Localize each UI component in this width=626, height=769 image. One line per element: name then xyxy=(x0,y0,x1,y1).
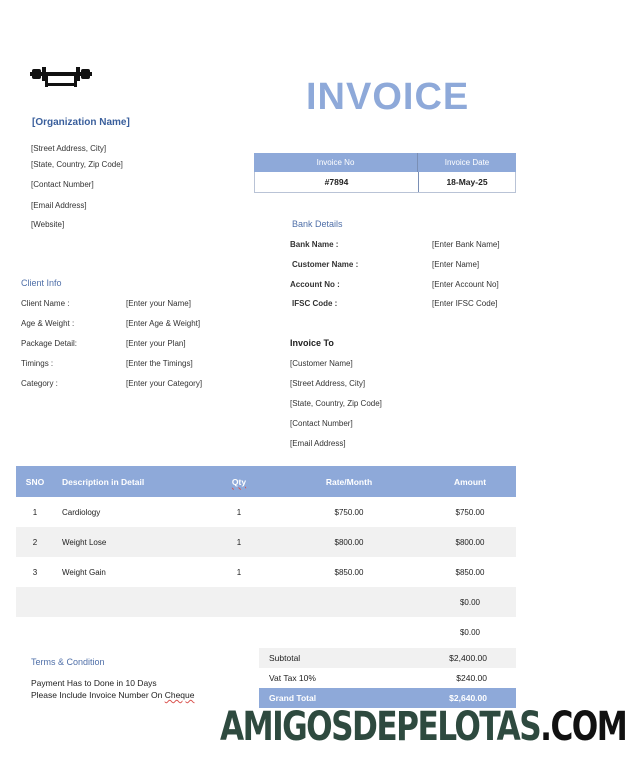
items-table xyxy=(16,466,516,647)
watermark-text: AMIGOSDEPELOTAS xyxy=(220,704,541,750)
totals-box xyxy=(259,648,516,708)
table-row xyxy=(16,557,516,587)
cell-sno: 2 xyxy=(32,537,38,547)
subtotal-label: Subtotal xyxy=(269,653,301,663)
cell-amount: $0.00 xyxy=(459,627,481,637)
client-info-title: Client Info xyxy=(21,278,62,288)
cell-description: Cardiology xyxy=(62,507,101,517)
bank-value: [Enter Bank Name] xyxy=(432,240,500,249)
invoice-meta-box xyxy=(254,153,516,193)
bank-label: Customer Name : xyxy=(292,260,359,269)
client-label: Package Detail: xyxy=(21,339,78,348)
terms-line-2-word: Cheque xyxy=(164,690,195,700)
cell-qty: 1 xyxy=(236,567,242,577)
cell-description: Weight Gain xyxy=(62,567,106,577)
cell-rate: $800.00 xyxy=(334,537,364,547)
client-value: [Enter your Name] xyxy=(126,299,191,308)
bank-label: Bank Name : xyxy=(290,240,339,249)
cell-rate: $850.00 xyxy=(334,567,364,577)
bank-value: [Enter Name] xyxy=(432,260,480,269)
qty-header-text: Qty xyxy=(231,476,247,487)
address-line: [Contact Number] xyxy=(31,180,94,189)
invoice-to-line: [Street Address, City] xyxy=(290,379,366,388)
cell-sno: 3 xyxy=(32,567,38,577)
address-line: [State, Country, Zip Code] xyxy=(31,160,123,169)
address-line: [Street Address, City] xyxy=(31,144,107,153)
cell-sno: 1 xyxy=(32,507,38,517)
cell-qty: 1 xyxy=(236,537,242,547)
col-header-amount: Amount xyxy=(453,476,487,487)
invoice-date-label: Invoice Date xyxy=(444,158,490,167)
grand-total-label: Grand Total xyxy=(269,693,317,703)
invoice-no-value: #7894 xyxy=(255,172,419,192)
terms-line-2 xyxy=(31,690,195,700)
cell-rate: $750.00 xyxy=(334,507,364,517)
bank-label: IFSC Code : xyxy=(292,299,338,308)
organization-name: [Organization Name] xyxy=(32,117,130,128)
client-value: [Enter Age & Weight] xyxy=(126,319,201,328)
page-title: INVOICE xyxy=(306,76,470,118)
bank-value: [Enter IFSC Code] xyxy=(432,299,498,308)
cell-amount: $850.00 xyxy=(455,567,485,577)
cell-amount: $800.00 xyxy=(455,537,485,547)
bank-value: [Enter Account No] xyxy=(432,280,499,289)
terms-line-2-text: Please Include Invoice Number On xyxy=(31,690,165,700)
address-line: [Website] xyxy=(31,220,65,229)
grand-total-value: $2,640.00 xyxy=(449,693,487,703)
table-row xyxy=(16,587,516,617)
bank-details-title: Bank Details xyxy=(292,219,343,229)
col-header-qty xyxy=(204,477,274,487)
invoice-date-value: 18-May-25 xyxy=(446,177,488,187)
client-value: [Enter your Plan] xyxy=(126,339,186,348)
col-header-sno: SNO xyxy=(25,476,45,487)
client-label: Category : xyxy=(21,379,58,388)
invoice-to-title: Invoice To xyxy=(290,338,334,348)
subtotal-row xyxy=(259,648,516,668)
invoice-to-line: [Email Address] xyxy=(290,439,346,448)
address-line: [Email Address] xyxy=(31,201,87,210)
terms-title: Terms & Condition xyxy=(31,657,105,667)
table-row xyxy=(16,617,516,647)
subtotal-value: $2,400.00 xyxy=(449,653,487,663)
barbell-icon xyxy=(30,62,92,88)
watermark-suffix: .COM xyxy=(540,704,626,750)
cell-description: Weight Lose xyxy=(62,537,107,547)
client-value: [Enter the Timings] xyxy=(126,359,193,368)
col-header-rate: Rate/Month xyxy=(325,476,373,487)
bank-label: Account No : xyxy=(290,280,340,289)
client-label: Client Name : xyxy=(21,299,70,308)
col-header-description: Description in Detail xyxy=(62,476,145,487)
table-row xyxy=(16,527,516,557)
client-value: [Enter your Category] xyxy=(126,379,203,388)
invoice-to-line: [Contact Number] xyxy=(290,419,353,428)
invoice-to-line: [Customer Name] xyxy=(290,359,353,368)
vat-label: Vat Tax 10% xyxy=(269,673,316,683)
cell-amount: $0.00 xyxy=(459,597,481,607)
items-header-row xyxy=(16,466,516,497)
cell-amount: $750.00 xyxy=(455,507,485,517)
invoice-no-label: Invoice No xyxy=(254,153,418,172)
vat-row xyxy=(259,668,516,688)
table-row xyxy=(16,497,516,527)
client-label: Timings : xyxy=(21,359,54,368)
watermark xyxy=(220,704,626,750)
terms-line-1: Payment Has to Done in 10 Days xyxy=(31,678,157,688)
cell-qty: 1 xyxy=(236,507,242,517)
invoice-to-line: [State, Country, Zip Code] xyxy=(290,399,382,408)
vat-value: $240.00 xyxy=(456,673,487,683)
client-label: Age & Weight : xyxy=(21,319,75,328)
